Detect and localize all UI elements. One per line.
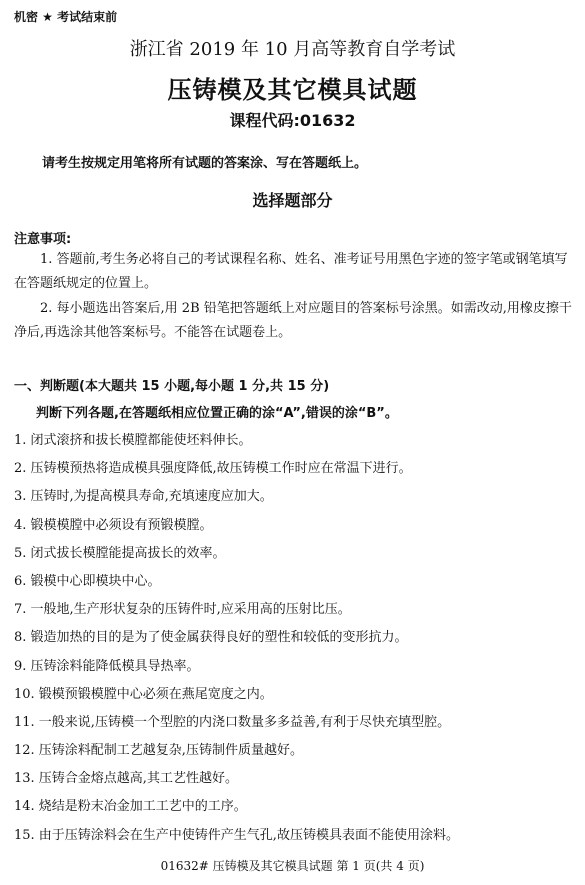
question-item: 5. 闭式拔长模膛能提高拔长的效率。 [14,545,226,561]
part-one-heading: 一、判断题(本大题共 15 小题,每小题 1 分,共 15 分) [14,379,330,394]
question-item: 13. 压铸合金熔点越高,其工艺性越好。 [14,771,238,787]
question-item: 6. 锻模中心即模块中心。 [14,573,161,589]
question-item: 12. 压铸涂料配制工艺越复杂,压铸制件质量越好。 [14,743,303,759]
exam-title: 浙江省 2019 年 10 月高等教育自学考试 [129,39,456,60]
question-item: 4. 锻模模膛中必须设有预锻模膛。 [14,517,213,533]
question-item: 8. 锻造加热的目的是为了使金属获得良好的塑性和较低的变形抗力。 [14,630,408,646]
paper-title: 压铸模及其它模具试题 [167,76,418,104]
question-item: 15. 由于压铸涂料会在生产中使铸件产生气孔,故压铸模具表面不能使用涂料。 [14,827,459,843]
note-item: 2. 每小题选出答案后,用 2B 铅笔把答题纸上对应题目的答案标号涂黑。如需改动,用橡皮擦干净后,再选涂其他答案标号。不能答在试题卷上。 [14,301,572,340]
notes-heading: 注意事项: [14,232,72,247]
question-item: 9. 压铸涂料能降低模具导热率。 [14,658,200,674]
page-footer: 01632# 压铸模及其它模具试题 第 1 页(共 4 页) [160,859,425,873]
section-title: 选择题部分 [252,191,333,210]
question-item: 7. 一般地,生产形状复杂的压铸件时,应采用高的压射比压。 [14,602,351,618]
note-item: 1. 答题前,考生务必将自己的考试课程名称、姓名、准考证号用黑色字迹的签字笔或钢笔填写在答题纸规定的位置上。 [14,252,568,291]
question-item: 11. 一般来说,压铸模一个型腔的内浇口数量多多益善,有利于尽快充填型腔。 [14,714,451,730]
part-one-instruction: 判断下列各题,在答题纸相应位置正确的涂“A”,错误的涂“B”。 [36,406,398,421]
confidential-label: 机密 ★ 考试结束前 [14,10,118,24]
general-instruction: 请考生按规定用笔将所有试题的答案涂、写在答题纸上。 [42,156,368,171]
question-list [14,427,459,850]
question-item: 2. 压铸模预热将造成模具强度降低,故压铸模工作时应在常温下进行。 [14,461,412,477]
course-code: 课程代码:01632 [229,111,356,130]
question-item: 10. 锻模预锻模膛中心必须在燕尾宽度之内。 [14,686,273,702]
question-item: 14. 烧结是粉末冶金加工工艺中的工序。 [14,799,247,815]
question-item: 3. 压铸时,为提高模具寿命,充填速度应加大。 [14,489,273,505]
question-item: 1. 闭式滚挤和拔长模膛都能使坯料伸长。 [14,433,252,448]
